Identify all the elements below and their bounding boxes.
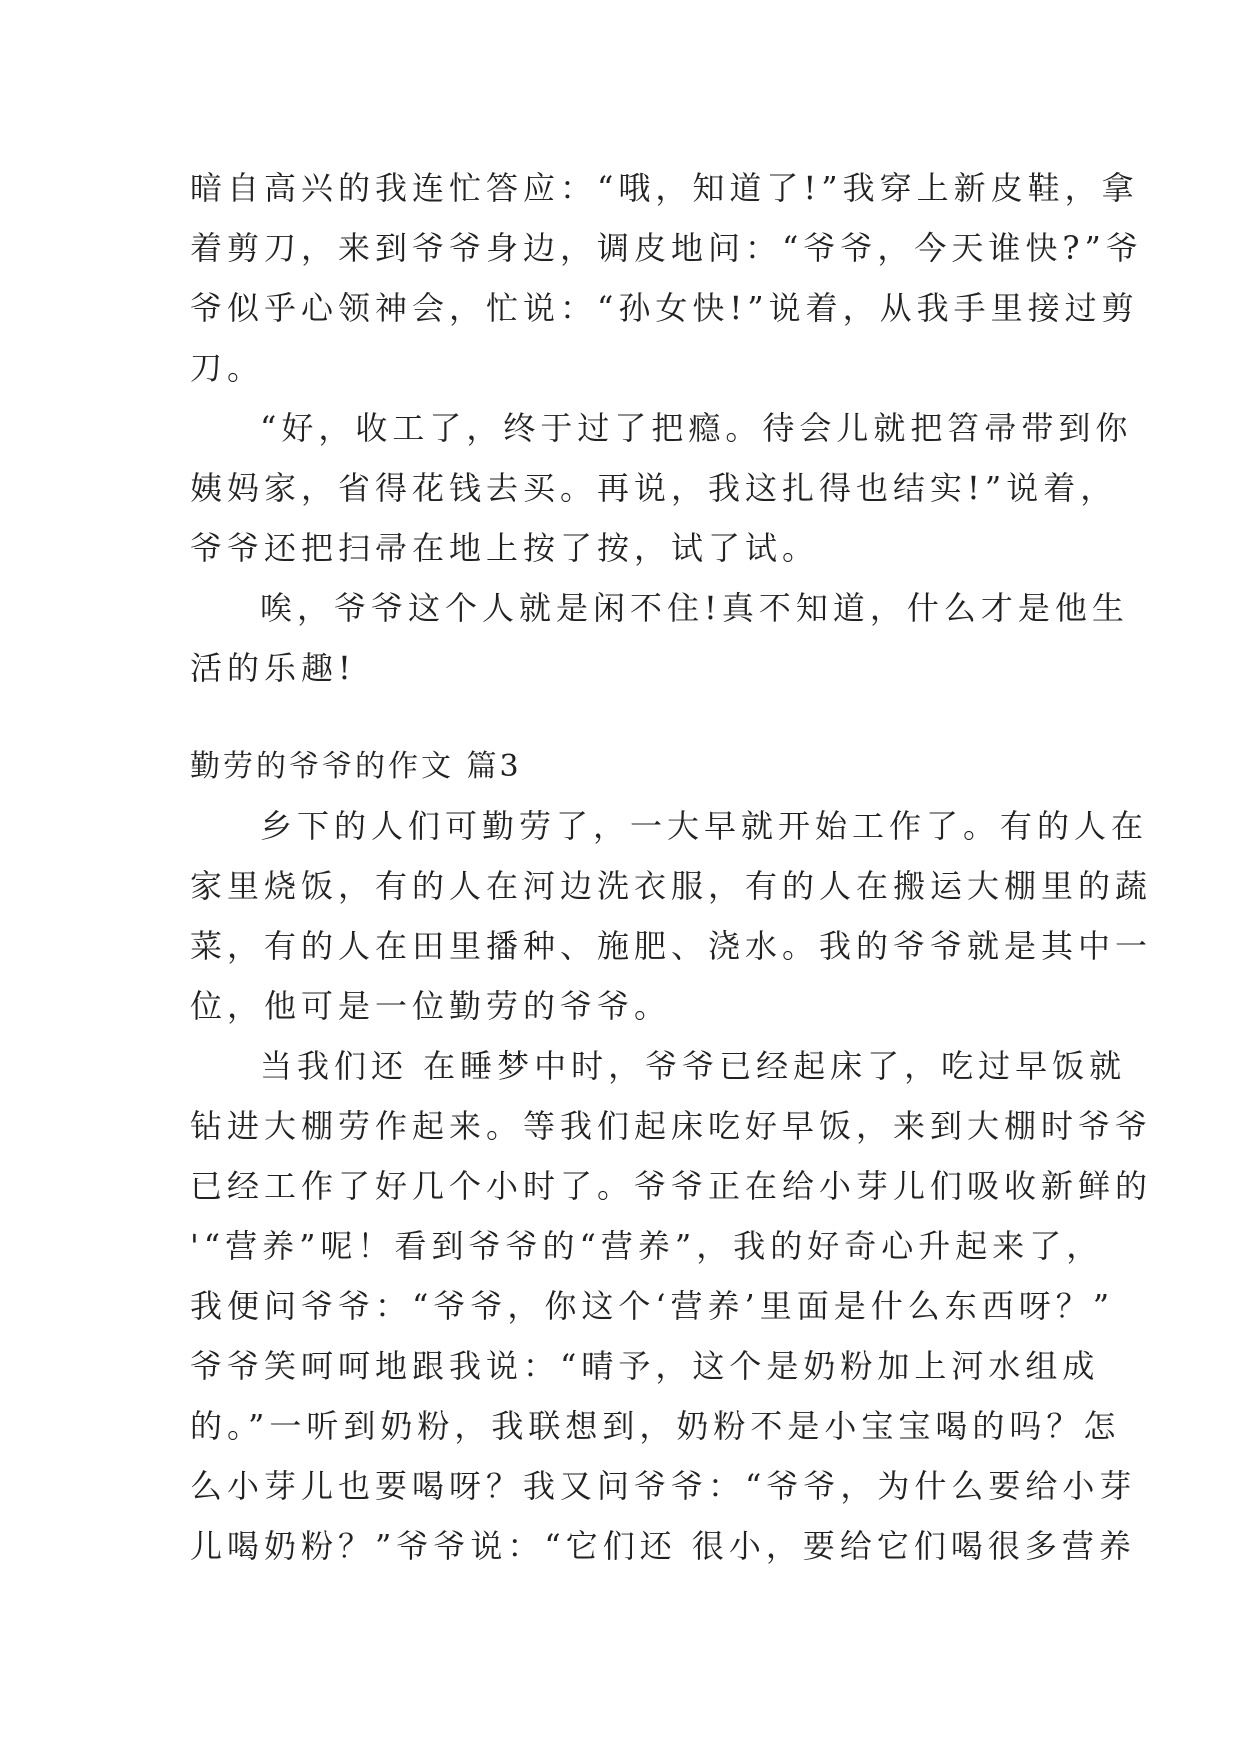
text-line: 菜，有的人在田里播种、施肥、浇水。我的爷爷就是其中一: [190, 927, 1153, 965]
text-line: 爷似乎心领神会，忙说：“孙女快!”说着，从我手里接过剪: [190, 289, 1139, 327]
paragraph-2: [190, 398, 1133, 578]
text-line: 已经工作了好几个小时了。爷爷正在给小芽儿们吸收新鲜的: [190, 1167, 1153, 1205]
text-line: 钻进大棚劳作起来。等我们起床吃好早饭，来到大棚时爷爷: [190, 1107, 1153, 1145]
paragraph-3: [190, 578, 1129, 698]
text-line: 着剪刀，来到爷爷身边，调皮地问：“爷爷，今天谁快?”爷: [190, 229, 1143, 267]
text-line: 位，他可是一位勤劳的爷爷。: [190, 987, 672, 1025]
text-line: 爷爷还把扫帚在地上按了按，试了试。: [190, 529, 820, 567]
document-page: [190, 158, 1153, 1576]
text-line: 刀。: [190, 349, 265, 387]
text-line: 姨妈家，省得花钱去买。再说，我这扎得也结实!”说着，: [190, 469, 1118, 507]
paragraph-1: [190, 158, 1143, 398]
text-line: '“营养”呢！看到爷爷的“营养”，我的好奇心升起来了，: [190, 1227, 1104, 1265]
text-line: 活的乐趣!: [190, 649, 356, 687]
text-line: 暗自高兴的我连忙答应：“哦，知道了!”我穿上新皮鞋，拿: [190, 169, 1139, 207]
text-line: 爷爷笑呵呵地跟我说：“晴予，这个是奶粉加上河水组成: [190, 1347, 1100, 1385]
text-line: 家里烧饭，有的人在河边洗衣服，有的人在搬运大棚里的蔬: [190, 867, 1153, 905]
text-line: “好，收工了，终于过了把瘾。待会儿就把笤帚带到你: [260, 409, 1133, 447]
paragraph-5: [190, 1036, 1153, 1576]
text-line: 乡下的人们可勤劳了，一大早就开始工作了。有的人在: [260, 807, 1149, 845]
section-heading: 勤劳的爷爷的作文 篇3: [190, 749, 522, 784]
text-line: 儿喝奶粉？”爷爷说：“它们还 很小，要给它们喝很多营养: [190, 1527, 1136, 1565]
text-line: 的。”一听到奶粉，我联想到，奶粉不是小宝宝喝的吗？怎: [190, 1407, 1121, 1445]
paragraph-4: [190, 796, 1153, 1036]
text-line: 当我们还 在睡梦中时，爷爷已经起床了，吃过早饭就: [260, 1047, 1127, 1085]
text-line: 唉，爷爷这个人就是闲不住!真不知道，什么才是他生: [260, 589, 1129, 627]
text-line: 我便问爷爷：“爷爷，你这个‘营养’里面是什么东西呀？”: [190, 1287, 1115, 1325]
text-line: 么小芽儿也要喝呀？我又问爷爷：“爷爷，为什么要给小芽: [190, 1467, 1137, 1505]
